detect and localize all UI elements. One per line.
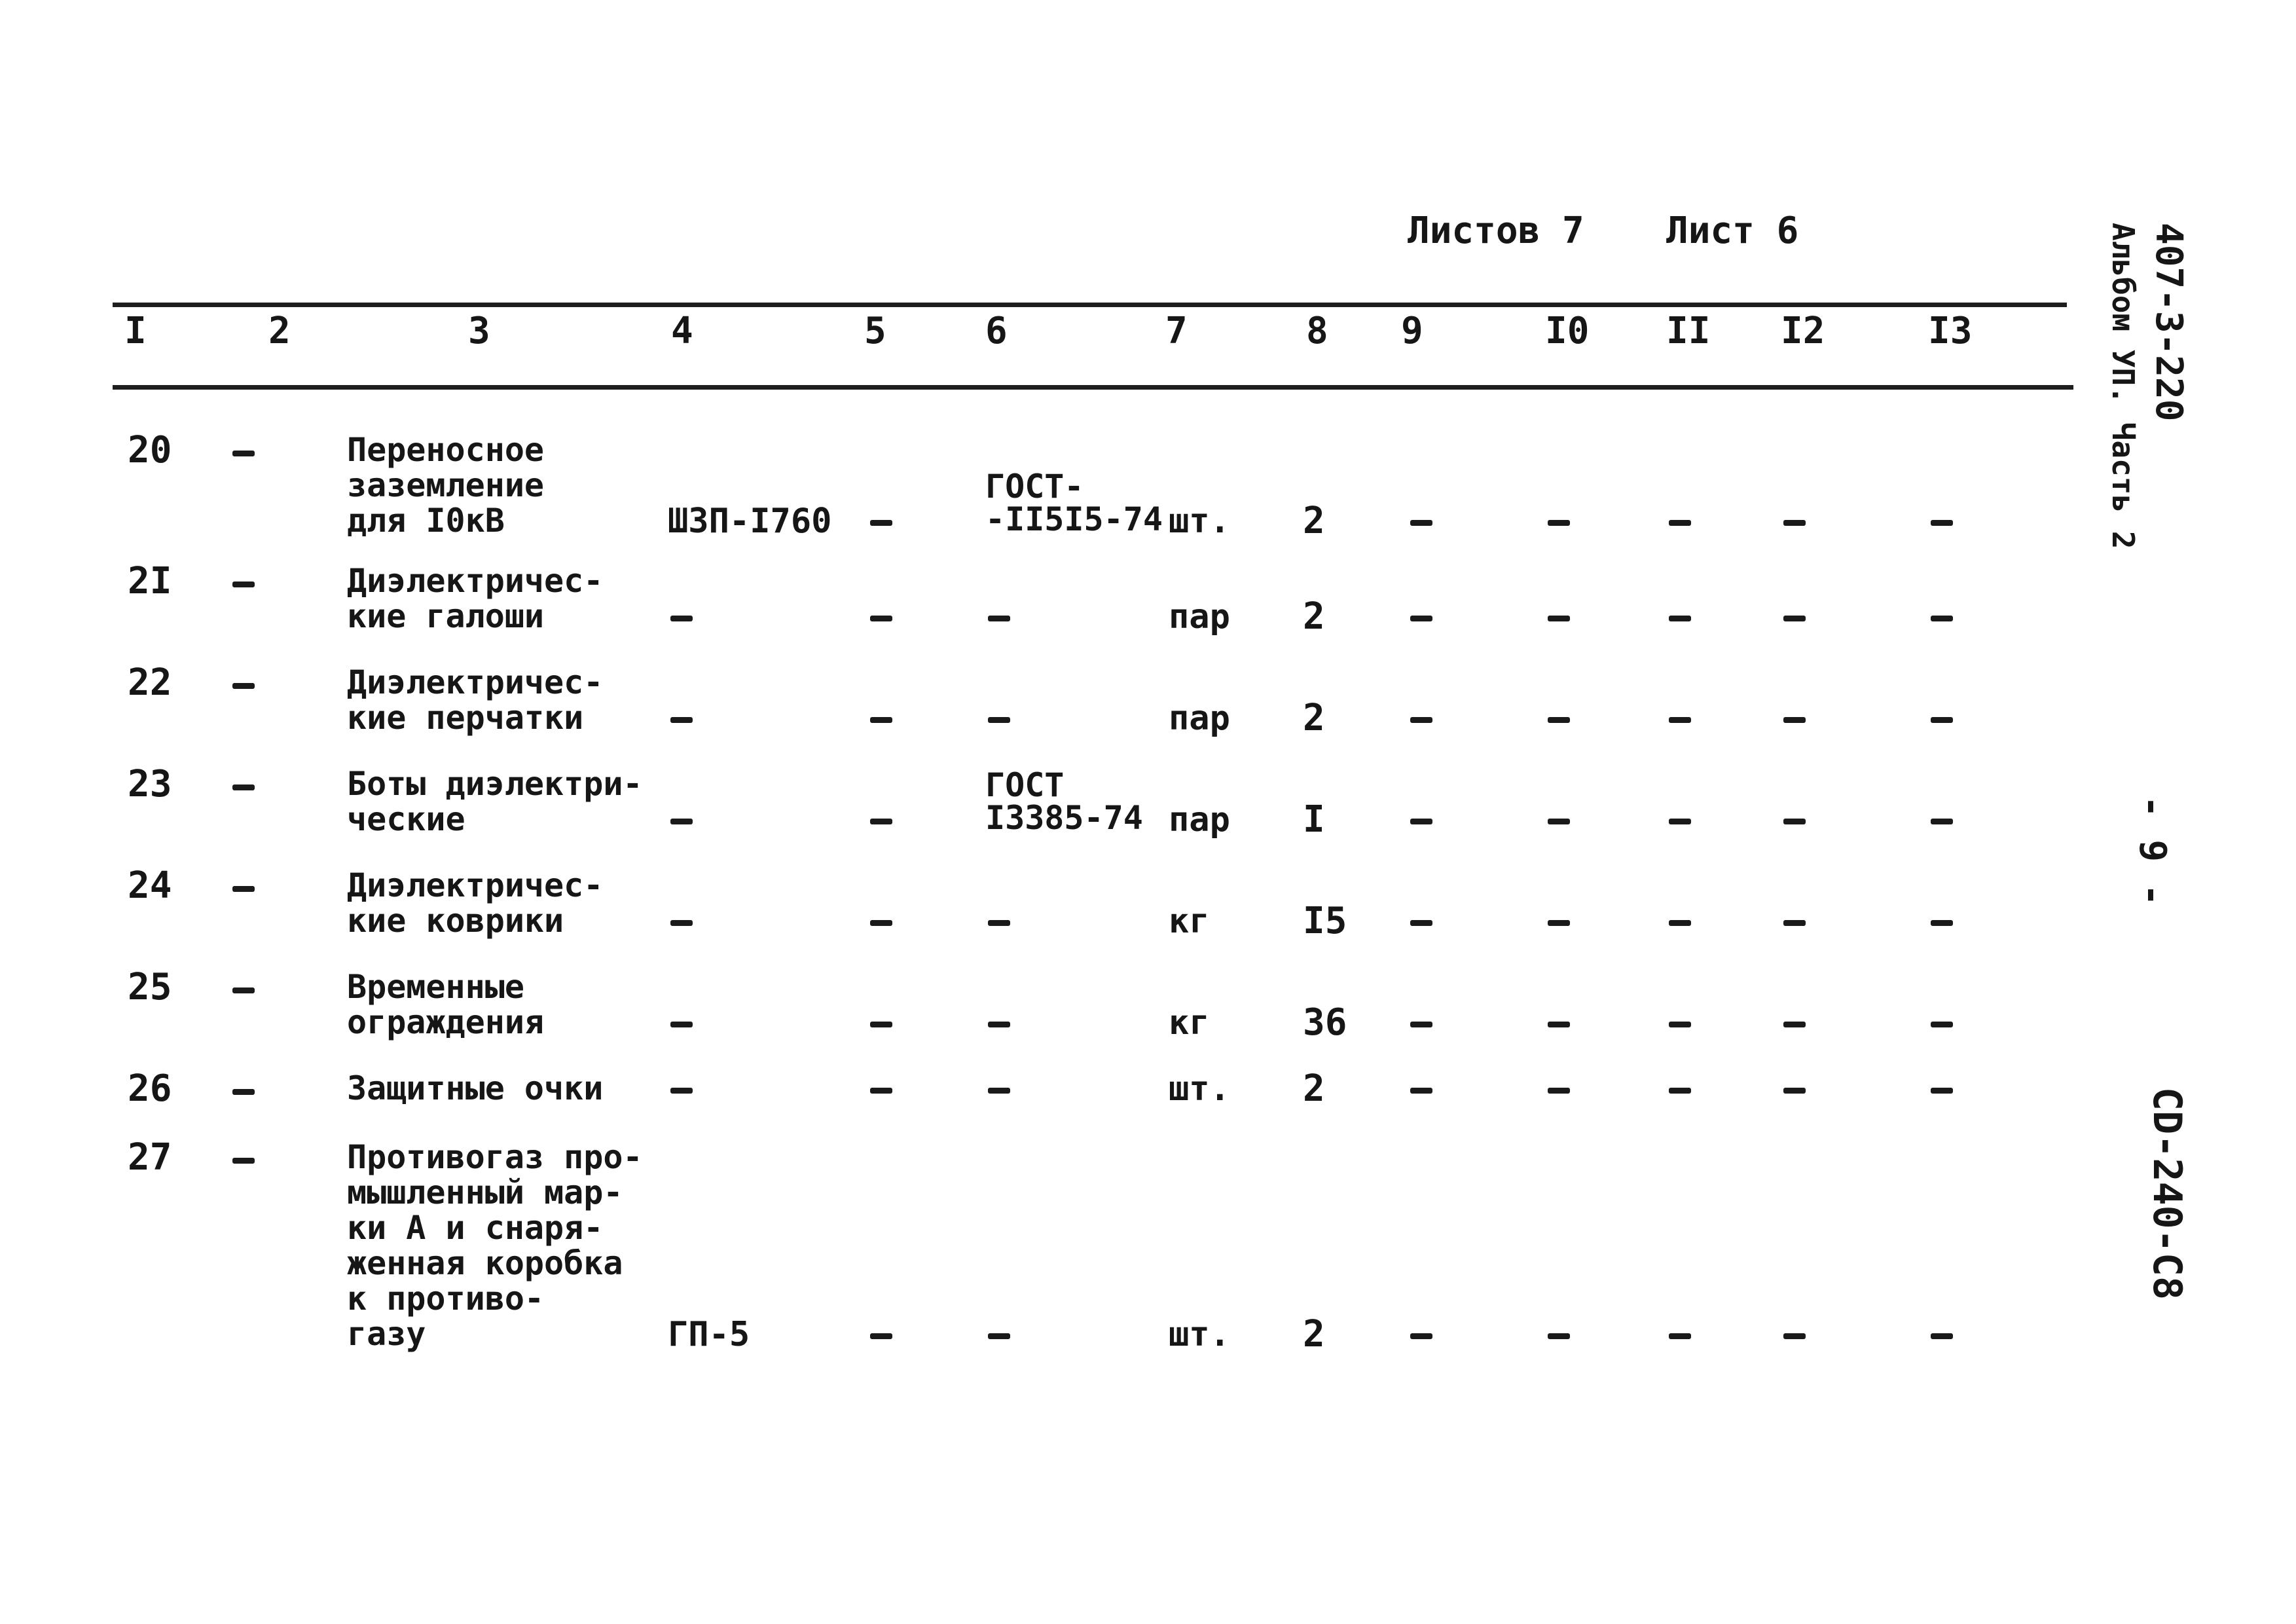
item-col12-dash [1783,920,1806,926]
item-unit: шт. [1169,502,1230,541]
item-col10-dash [1548,819,1570,824]
item-col11-dash [1669,717,1691,723]
item-col5-dash [870,520,892,526]
item-col10-dash [1548,520,1570,526]
item-col5-dash [870,819,892,824]
page-number: - 9 - [2131,796,2174,906]
item-col13-dash [1931,616,1953,621]
item-name: Диэлектричес- кие галоши [347,562,604,635]
item-name: Переносное заземление для I0кВ [347,431,545,540]
row-col2-dash [232,581,255,587]
item-name: Боты диэлектри- ческие [347,765,643,838]
row-col2-dash [232,784,255,790]
item-col13-dash [1931,920,1953,926]
column-header-6: 6 [985,310,1008,352]
item-standard-dash [988,1088,1010,1094]
item-col10-dash [1548,1022,1570,1027]
item-unit: пар [1169,800,1230,840]
row-col2-dash [232,987,255,993]
item-col9-dash [1410,616,1432,621]
item-col13-dash [1931,717,1953,723]
column-header-2: 2 [268,310,291,352]
item-col9-dash [1410,1088,1432,1094]
item-type-dash [670,1022,693,1027]
row-col2-dash [232,683,255,689]
table-header-rule [113,385,2073,390]
row-number: 20 [128,429,172,471]
item-col10-dash [1548,616,1570,621]
item-name: Диэлектричес- кие перчатки [347,663,604,737]
item-type: ГП-5 [668,1315,750,1354]
column-header-8: 8 [1306,310,1328,352]
item-col11-dash [1669,1333,1691,1339]
item-unit: кг [1169,902,1210,941]
item-type: ШЗП-I760 [668,502,832,541]
row-number: 24 [128,864,172,907]
item-quantity: 2 [1303,500,1325,542]
row-col2-dash [232,886,255,892]
archive-stamp: CD-240-C8 [2144,1087,2190,1301]
item-col10-dash [1548,717,1570,723]
sheet-count: Листов 7 [1408,210,1584,252]
item-col12-dash [1783,616,1806,621]
item-name: Противогаз про- мышленный мар- ки А и снаря- женная коробка к противо- газу [347,1138,643,1353]
item-col12-dash [1783,520,1806,526]
row-col2-dash [232,451,255,456]
column-header-4: 4 [671,310,693,352]
item-standard-dash [988,1022,1010,1027]
column-header-10: I0 [1545,310,1590,352]
album-part: Альбом УП. Часть 2 [2105,223,2141,549]
item-col11-dash [1669,520,1691,526]
item-type-dash [670,717,693,723]
row-number: 23 [128,763,172,805]
column-header-5: 5 [864,310,886,352]
item-type-dash [670,920,693,926]
item-col9-dash [1410,1022,1432,1027]
item-unit: шт. [1169,1069,1230,1109]
item-quantity: 2 [1303,697,1325,739]
item-col12-dash [1783,1333,1806,1339]
item-unit: шт. [1169,1315,1230,1354]
item-col5-dash [870,616,892,621]
item-col12-dash [1783,1022,1806,1027]
item-standard-dash [988,616,1010,621]
item-col11-dash [1669,616,1691,621]
item-col13-dash [1931,1022,1953,1027]
row-number: 27 [128,1136,172,1179]
row-number: 2I [128,560,172,602]
column-header-3: 3 [468,310,490,352]
column-header-13: I3 [1928,310,1973,352]
item-quantity: 2 [1303,1313,1325,1356]
item-col9-dash [1410,520,1432,526]
item-col10-dash [1548,920,1570,926]
item-quantity: I [1303,798,1325,841]
item-standard-dash [988,1333,1010,1339]
item-quantity: I5 [1303,900,1347,942]
item-standard: ГОСТ- -II5I5-74 [985,468,1163,538]
item-quantity: 2 [1303,1067,1325,1110]
item-col11-dash [1669,819,1691,824]
item-col11-dash [1669,920,1691,926]
item-col5-dash [870,1022,892,1027]
column-header-12: I2 [1781,310,1825,352]
item-unit: пар [1169,699,1230,738]
item-type-dash [670,819,693,824]
item-col5-dash [870,1088,892,1094]
document-code: 407-3-220 [2147,223,2190,422]
item-col11-dash [1669,1088,1691,1094]
row-col2-dash [232,1158,255,1164]
item-col10-dash [1548,1088,1570,1094]
column-header-11: II [1666,310,1711,352]
item-type-dash [670,1088,693,1094]
item-quantity: 2 [1303,595,1325,638]
item-col9-dash [1410,920,1432,926]
item-quantity: 36 [1303,1001,1347,1044]
item-col10-dash [1548,1333,1570,1339]
item-standard: ГОСТ I3385-74 [985,766,1143,837]
sheet-number: Лист 6 [1666,210,1799,252]
item-col13-dash [1931,1088,1953,1094]
item-name: Защитные очки [347,1069,604,1107]
item-standard-dash [988,920,1010,926]
item-col9-dash [1410,819,1432,824]
item-unit: пар [1169,597,1230,637]
item-col5-dash [870,920,892,926]
row-col2-dash [232,1089,255,1095]
item-col5-dash [870,717,892,723]
item-col9-dash [1410,1333,1432,1339]
table-top-rule [113,303,2067,307]
item-col12-dash [1783,717,1806,723]
item-col13-dash [1931,520,1953,526]
row-number: 26 [128,1067,172,1110]
column-header-9: 9 [1401,310,1423,352]
column-header-7: 7 [1165,310,1188,352]
item-col5-dash [870,1333,892,1339]
item-col12-dash [1783,1088,1806,1094]
item-name: Диэлектричес- кие коврики [347,866,604,940]
column-header-1: I [124,310,147,352]
item-col11-dash [1669,1022,1691,1027]
item-col13-dash [1931,819,1953,824]
item-unit: кг [1169,1003,1210,1043]
item-col9-dash [1410,717,1432,723]
item-type-dash [670,616,693,621]
item-name: Временные ограждения [347,968,545,1041]
item-col13-dash [1931,1333,1953,1339]
row-number: 25 [128,966,172,1008]
item-standard-dash [988,717,1010,723]
row-number: 22 [128,661,172,704]
item-col12-dash [1783,819,1806,824]
